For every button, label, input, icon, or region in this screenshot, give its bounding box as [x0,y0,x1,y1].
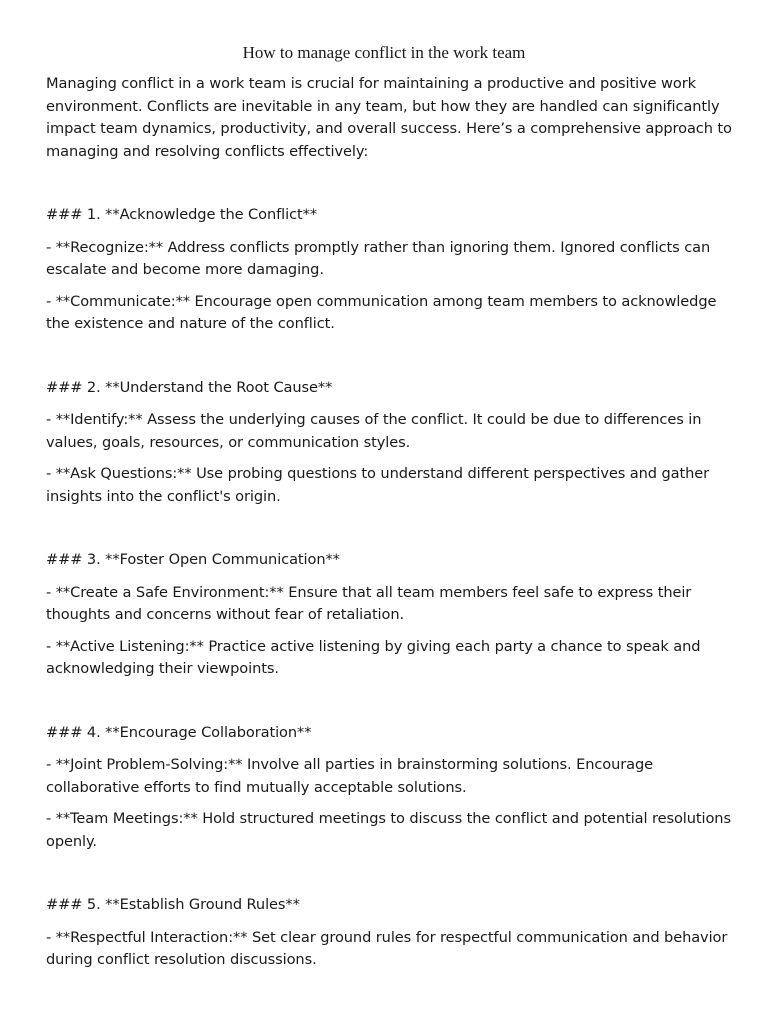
section-heading-5: ### 5. **Establish Ground Rules** [46,896,300,913]
document-body [46,73,736,981]
section-4-bullet-1: - **Joint Problem-Solving:** Involve all parties in brainstorming solutions. Encourage collaborative efforts to find mutually acceptable solutions. [46,756,654,796]
document-title: How to manage conflict in the work team [242,43,526,62]
section-3-bullet-2: - **Active Listening:** Practice active listening by giving each party a chance to speak and acknowledging their viewpoints. [46,637,701,677]
section-heading-2: ### 2. **Understand the Root Cause** [46,378,333,396]
intro-paragraph: Managing conflict in a work team is crucial for maintaining a productive and positive work environment. Conflicts are inevitable in any team, but how they are handled can significantly impact team dynamics, productivity, and overall success. Here’s a comprehensive approach to managing and resolving conflicts effectively: [46,75,732,160]
section-3-bullet-1: - **Create a Safe Environment:** Ensure that all team members feel safe to express their thoughts and concerns without fear of retaliation. [46,583,692,623]
section-2-bullet-1: - **Identify:** Assess the underlying causes of the conflict. It could be due to differences in values, goals, resources, or communication styles. [46,411,702,451]
section-1-bullet-2: - **Communicate:** Encourage open communication among team members to acknowledge the existence and nature of the conflict. [46,292,717,332]
section-5-bullet-1: - **Respectful Interaction:** Set clear ground rules for respectful communication and behavior during conflict resolution discussions. [46,928,728,968]
section-heading-4: ### 4. **Encourage Collaboration** [46,723,312,741]
section-1-bullet-1: - **Recognize:** Address conflicts promptly rather than ignoring them. Ignored conflicts can escalate and become more damaging. [46,238,711,278]
section-2-bullet-2: - **Ask Questions:** Use probing questions to understand different perspectives and gather insights into the conflict's origin. [46,465,710,505]
section-heading-1: ### 1. **Acknowledge the Conflict** [46,206,318,223]
section-heading-3: ### 3. **Foster Open Communication** [46,551,340,568]
section-4-bullet-2: - **Team Meetings:** Hold structured meetings to discuss the conflict and potential resolutions openly. [46,810,731,850]
